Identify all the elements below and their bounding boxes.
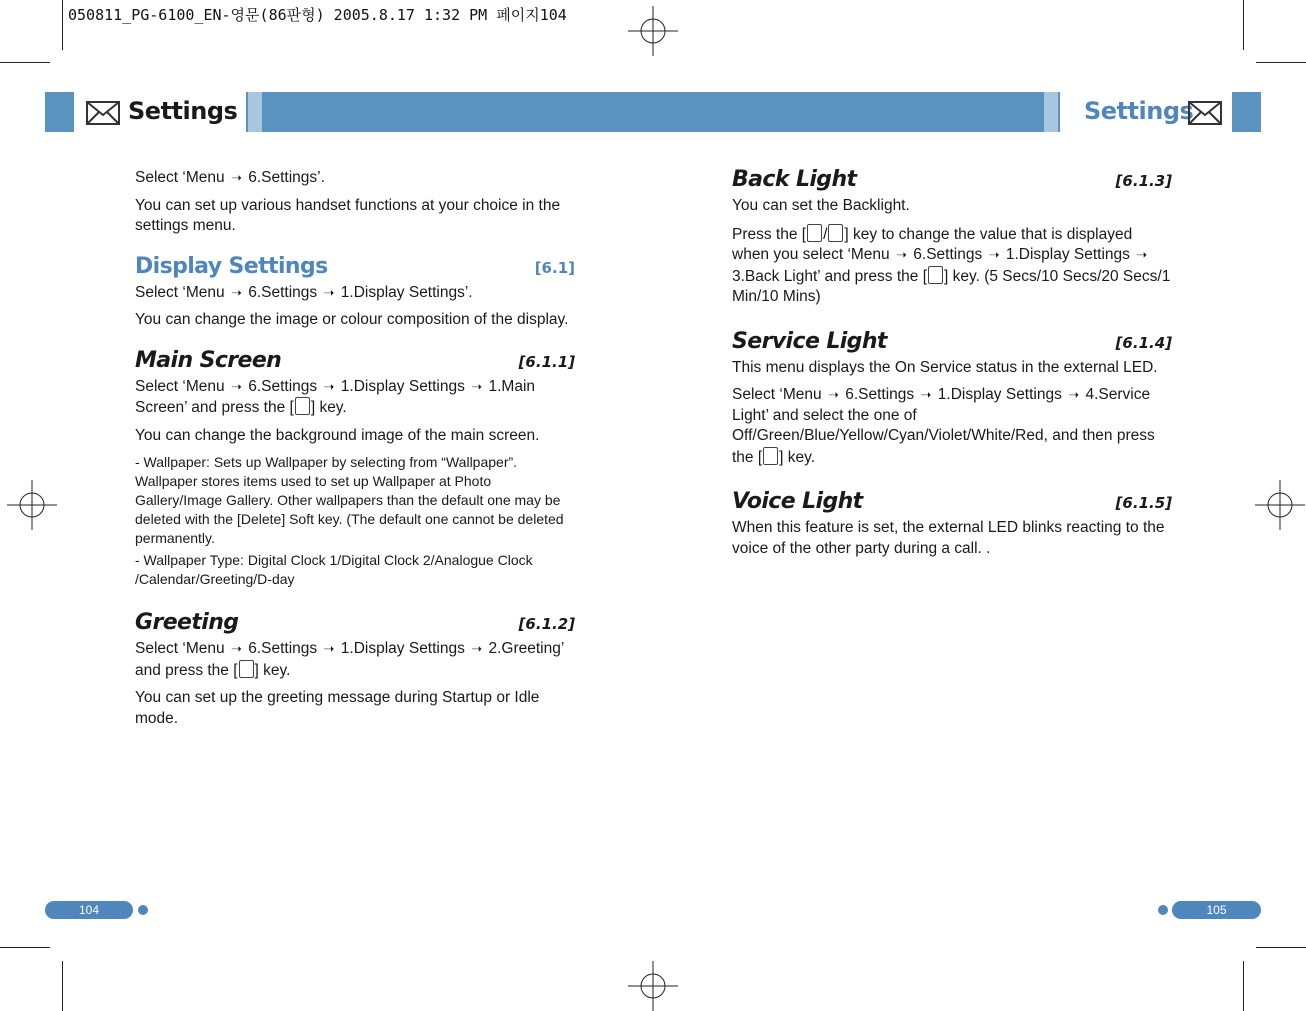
bullet-item: - Wallpaper: Sets up Wallpaper by selecting from “Wallpaper”. Wallpaper stores items used to set up Wallpaper at Photo Gallery/Image Gallery. Other wallpapers than the default one may be deleted with the [Delete] Soft key. (The default one cannot be deleted permanently.: [135, 454, 564, 546]
intro-desc: You can set up various handset functions at your choice in the settings menu.: [135, 196, 561, 234]
crop-mark: [62, 0, 63, 50]
arrow-icon: ➝: [471, 378, 483, 394]
tab-accent: [1044, 92, 1058, 132]
arrow-icon: ➝: [1136, 247, 1148, 262]
arrow-icon: ➝: [323, 641, 335, 656]
section-number: [6.1.5]: [1115, 494, 1172, 512]
arrow-icon: ➝: [920, 387, 932, 402]
ok-key-icon: [763, 447, 778, 465]
section-heading: [135, 249, 575, 283]
section-title: Greeting: [135, 610, 239, 635]
menu-path: Press the [ / ] key to change the value that is displayed when you select ‘Menu ➝ 6.Settings ➝ 1.Display Settings ➝ 3.Back Light’ and press the [ ] key. (5 Secs/10 Secs/20 Secs/1 Min/10 Mins): [732, 225, 1171, 305]
crop-mark: [0, 62, 50, 63]
registration-mark-icon: [628, 6, 678, 56]
print-header: 050811_PG-6100_EN-영문(86판형) 2005.8.17 1:32 PM 페이지104: [68, 6, 567, 24]
section-heading: [732, 162, 1172, 196]
right-header-title: Settings: [1084, 97, 1194, 125]
section-desc: You can change the background image of the main screen.: [135, 426, 540, 444]
crop-mark: [1256, 947, 1306, 948]
menu-path: Select ‘Menu ➝ 6.Settings ➝ 1.Display Settings ➝ 1.Main Screen’ and press the [ ] key.: [135, 377, 536, 416]
section-number: [6.1.4]: [1115, 333, 1172, 352]
menu-path: Select ‘Menu ➝ 6.Settings ➝ 1.Display Settings’.: [135, 283, 575, 304]
section-desc: You can set the Backlight.: [732, 197, 910, 214]
section-number: [6.1.2]: [518, 615, 575, 633]
arrow-icon: ➝: [471, 641, 483, 656]
arrow-icon: ➝: [1068, 387, 1080, 402]
page-dot: [1158, 905, 1168, 915]
section-title: Service Light: [732, 328, 887, 354]
arrow-icon: ➝: [230, 378, 242, 394]
intro-path: Select ‘Menu ➝ 6.Settings’.: [135, 168, 575, 189]
crop-mark: [62, 961, 63, 1011]
section-desc: When this feature is set, the external LED blinks reacting to the voice of the other party during a call. .: [732, 519, 1165, 557]
arrow-icon: ➝: [896, 247, 907, 262]
arrow-icon: ➝: [323, 378, 335, 394]
page-number-left: 104: [45, 901, 133, 919]
left-column: [135, 168, 575, 729]
tab-accent: [248, 92, 262, 132]
section-desc: This menu displays the On Service status in the external LED.: [732, 358, 1158, 376]
nav-up-key-icon: [807, 224, 822, 242]
section-number: [6.1]: [534, 258, 575, 277]
registration-mark-icon: [1255, 480, 1305, 530]
ok-key-icon: [928, 266, 943, 284]
section-title: Back Light: [732, 167, 857, 192]
ok-key-icon: [295, 397, 310, 415]
section-desc: You can set up the greeting message during Startup or Idle mode.: [135, 689, 540, 727]
arrow-icon: ➝: [988, 247, 1000, 262]
section-desc: You can change the image or colour composition of the display.: [135, 311, 569, 328]
arrow-icon: ➝: [323, 284, 335, 300]
envelope-icon: [1188, 101, 1222, 125]
menu-path: Select ‘Menu ➝ 6.Settings ➝ 1.Display Settings ➝ 4.Service Light’ and select the one of Off/Green/Blue/Yellow/Cyan/Violet/White/Red, and then press the [ ] key.: [732, 386, 1155, 466]
registration-mark-icon: [7, 480, 57, 530]
section-title: Display Settings: [135, 253, 328, 279]
section-title: Voice Light: [732, 489, 863, 514]
section-heading: [135, 605, 575, 639]
right-column: [732, 162, 1172, 559]
crop-mark: [0, 947, 50, 948]
ok-key-icon: [239, 660, 254, 678]
arrow-icon: ➝: [230, 641, 242, 656]
registration-mark-icon: [628, 961, 678, 1011]
section-heading: [135, 343, 575, 377]
nav-down-key-icon: [828, 224, 843, 242]
page-number-right: 105: [1172, 901, 1261, 919]
arrow-icon: ➝: [230, 284, 242, 300]
section-heading: [732, 484, 1172, 518]
section-number: [6.1.3]: [1115, 172, 1172, 190]
crop-mark: [1243, 961, 1244, 1011]
page-dot: [138, 905, 148, 915]
left-header-title: Settings: [128, 97, 238, 125]
crop-mark: [1243, 0, 1244, 50]
menu-path: Select ‘Menu ➝ 6.Settings ➝ 1.Display Settings ➝ 2.Greeting’ and press the [ ] key.: [135, 640, 564, 679]
arrow-icon: ➝: [230, 170, 242, 185]
envelope-icon: [86, 101, 120, 125]
section-title: Main Screen: [135, 347, 282, 373]
section-heading: [732, 324, 1172, 358]
arrow-icon: ➝: [827, 387, 839, 402]
bullet-item: - Wallpaper Type: Digital Clock 1/Digital Clock 2/Analogue Clock /Calendar/Greeting/D-day: [135, 552, 533, 587]
crop-mark: [1256, 62, 1306, 63]
section-number: [6.1.1]: [518, 352, 575, 371]
